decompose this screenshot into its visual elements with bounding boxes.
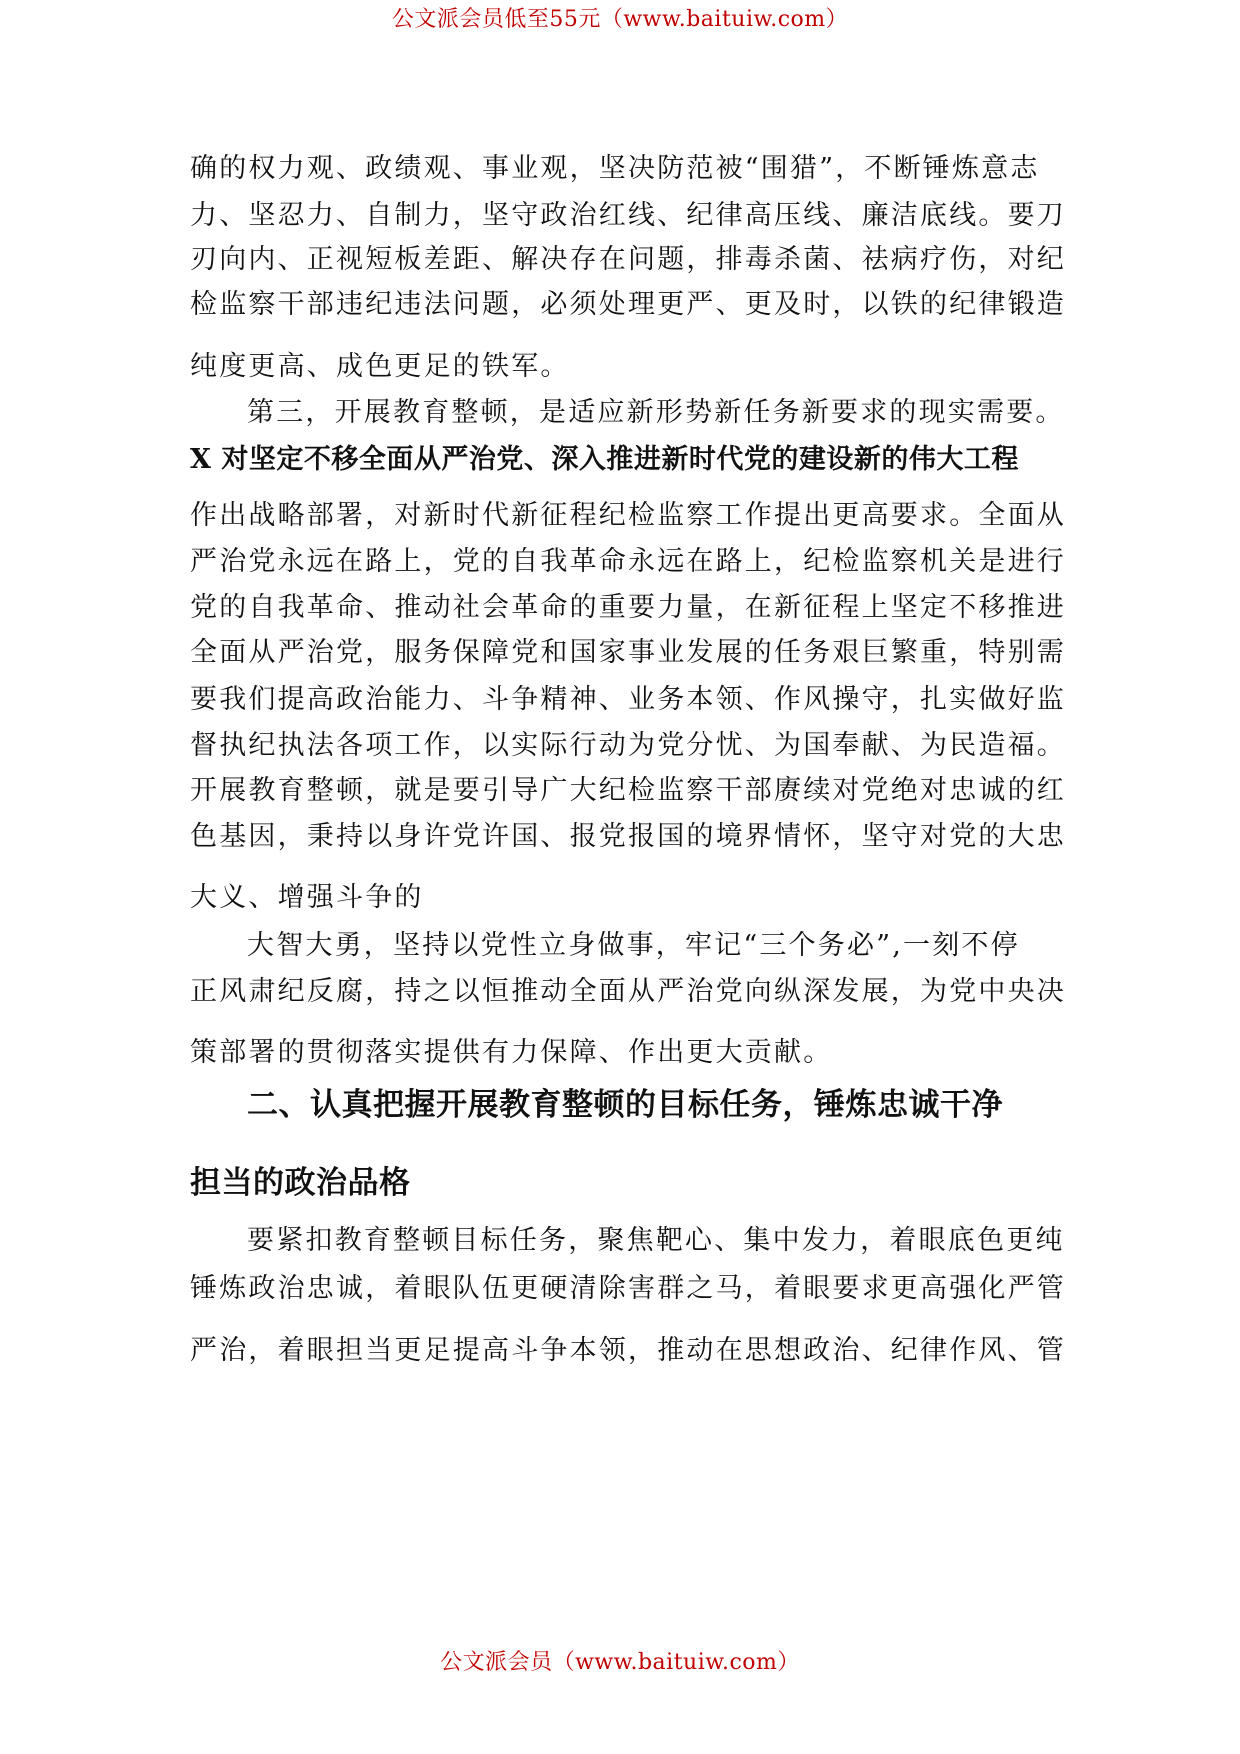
body-line: 要紧扣教育整顿目标任务，聚焦靶心、集中发力，着眼底色更纯: [247, 1225, 1065, 1256]
body-line: 检监察干部违纪违法问题，必须处理更严、更及时，以铁的纪律锻造: [190, 289, 1066, 320]
header-watermark-link[interactable]: 公文派会员低至55元（www.baituiw.com）: [391, 7, 849, 32]
body-line: 督执纪执法各项工作，以实际行动为党分忧、为国奉献、为民造福。: [190, 730, 1066, 761]
body-line: 刃向内、正视短板差距、解决存在问题，排毒杀菌、祛病疗伤，对纪: [190, 244, 1066, 275]
body-line: 色基因，秉持以身许党许国、报党报国的境界情怀，坚守对党的大忠: [190, 821, 1066, 852]
section-heading-line2: 担当的政治品格: [190, 1165, 411, 1201]
body-line: 确的权力观、政绩观、事业观，坚决防范被“围猎”，不断锤炼意志: [190, 153, 1040, 184]
body-line-bold: X 对坚定不移全面从严治党、深入推进新时代党的建设新的伟大工程: [190, 444, 1019, 475]
body-line: 正风肃纪反腐，持之以恒推动全面从严治党向纵深发展，为党中央决: [190, 976, 1066, 1007]
body-line: 第三，开展教育整顿，是适应新形势新任务新要求的现实需要。: [247, 397, 1065, 428]
body-line: 要我们提高政治能力、斗争精神、业务本领、作风操守，扎实做好监: [190, 684, 1066, 715]
body-line: 全面从严治党，服务保障党和国家事业发展的任务艰巨繁重，特别需: [190, 637, 1066, 668]
body-line: 大智大勇，坚持以党性立身做事，牢记“三个务必”,一刻不停: [247, 930, 1020, 961]
body-line: 力、坚忍力、自制力，坚守政治红线、纪律高压线、廉洁底线。要刀: [190, 200, 1066, 231]
body-line: 开展教育整顿，就是要引导广大纪检监察干部赓续对党绝对忠诚的红: [190, 775, 1066, 806]
body-line: 策部署的贯彻落实提供有力保障、作出更大贡献。: [190, 1037, 833, 1068]
body-line: 大义、增强斗争的: [190, 882, 424, 913]
body-line: 锤炼政治忠诚，着眼队伍更硬清除害群之马，着眼要求更高强化严管: [190, 1273, 1066, 1304]
body-line: 党的自我革命、推动社会革命的重要力量，在新征程上坚定不移推进: [190, 592, 1066, 623]
body-line: 纯度更高、成色更足的铁军。: [190, 351, 570, 382]
footer-watermark-link[interactable]: 公文派会员（www.baituiw.com）: [440, 1650, 800, 1675]
body-line: 作出战略部署，对新时代新征程纪检监察工作提出更高要求。全面从: [190, 500, 1066, 531]
body-line: 严治党永远在路上，党的自我革命永远在路上，纪检监察机关是进行: [190, 546, 1066, 577]
section-heading-line1: 二、认真把握开展教育整顿的目标任务，锤炼忠诚干净: [247, 1087, 1003, 1123]
body-line: 严治，着眼担当更足提高斗争本领，推动在思想政治、纪律作风、管: [190, 1335, 1066, 1366]
